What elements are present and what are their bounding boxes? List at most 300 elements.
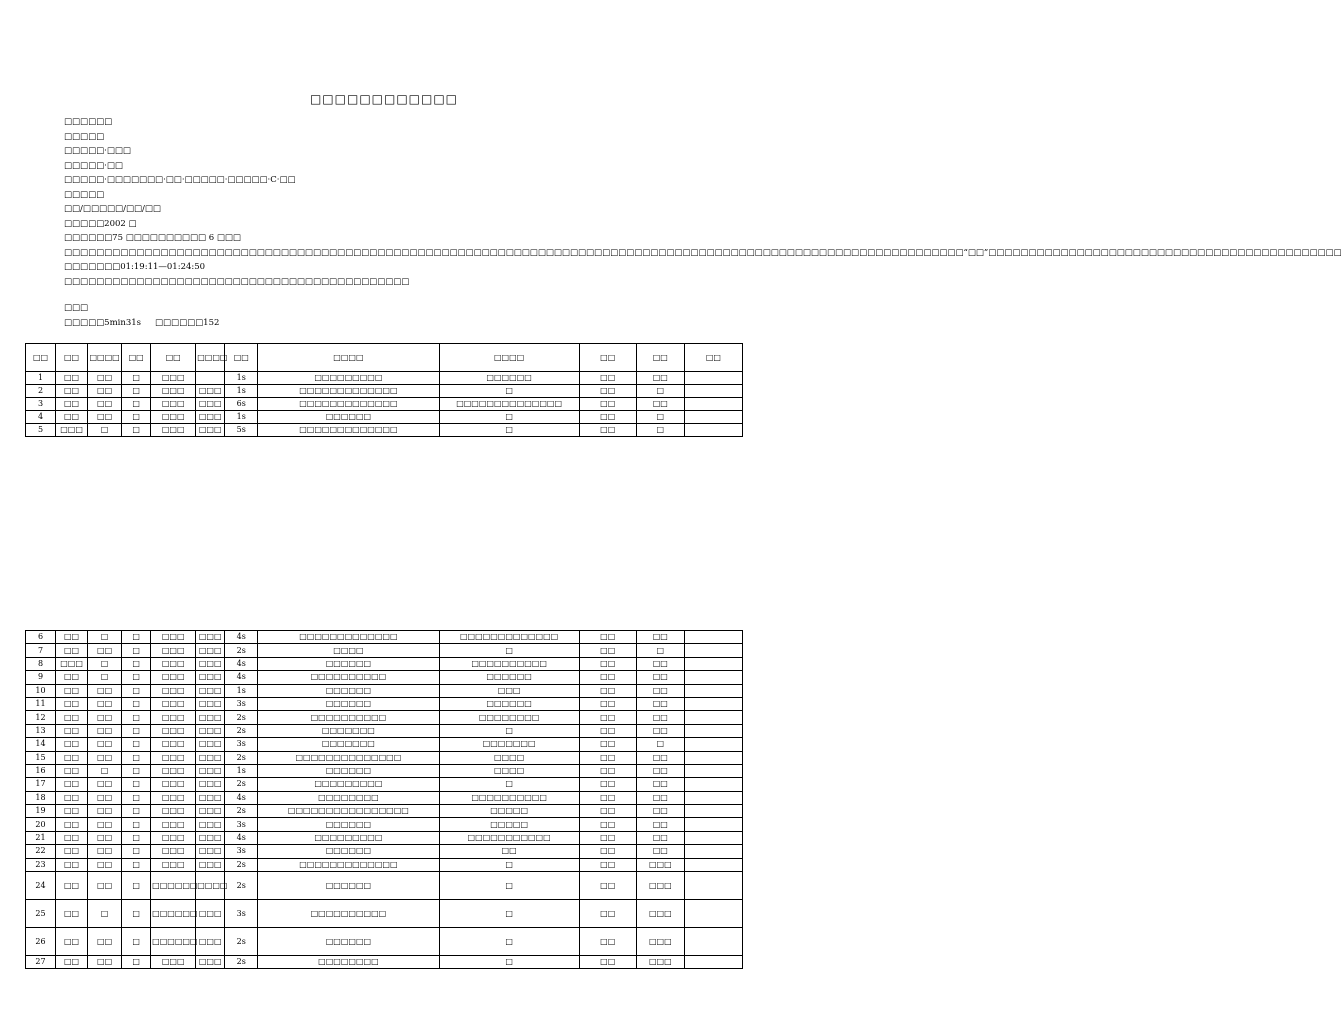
- table-cell: □□□: [56, 657, 88, 670]
- table-cell: □□□: [196, 805, 225, 818]
- table-cell: □□□: [196, 697, 225, 710]
- table-cell: □□□: [151, 845, 196, 858]
- table-cell: [684, 697, 742, 710]
- table-cell: 6s: [225, 398, 258, 411]
- table-cell: □: [122, 644, 151, 657]
- table-row: [26, 791, 743, 804]
- table-cell: [684, 858, 742, 871]
- table-cell: □: [122, 751, 151, 764]
- table-cell: □□: [56, 738, 88, 751]
- table-cell: □: [439, 928, 579, 956]
- table-cell: □□: [56, 751, 88, 764]
- table-cell: □□: [88, 684, 122, 697]
- table-cell: □: [88, 900, 122, 928]
- table-row: [26, 764, 743, 777]
- header-cell: □□: [26, 344, 56, 372]
- table-cell: 1s: [225, 385, 258, 398]
- table-cell: □□□□□□: [258, 411, 439, 424]
- header-cell: □□□□: [258, 344, 439, 372]
- table-row: [26, 372, 743, 385]
- table-cell: □: [122, 764, 151, 777]
- table-cell: □□□: [196, 858, 225, 871]
- table-cell: □□: [579, 751, 636, 764]
- table-cell: □□: [88, 872, 122, 900]
- table-cell: □□□□□□□□□□□□□: [258, 398, 439, 411]
- header-cell: □□: [225, 344, 258, 372]
- table-cell: □□□□□: [439, 818, 579, 831]
- table-cell: □□□: [196, 791, 225, 804]
- table-cell: □: [122, 697, 151, 710]
- document-title: □□□□□□□□□□□□: [309, 92, 459, 106]
- table-cell: 23: [26, 858, 56, 871]
- table-cell: □□□: [151, 764, 196, 777]
- table-cell: □: [122, 831, 151, 844]
- table-cell: 19: [26, 805, 56, 818]
- table-cell: □: [122, 791, 151, 804]
- table-cell: □: [88, 657, 122, 670]
- table-cell: □□□: [196, 778, 225, 791]
- table-row: [26, 411, 743, 424]
- table-cell: 2s: [225, 928, 258, 956]
- table-cell: 26: [26, 928, 56, 956]
- table-cell: □□□□□□: [258, 684, 439, 697]
- table-cell: □□□: [196, 751, 225, 764]
- table-cell: □□: [88, 385, 122, 398]
- table-cell: □□□□□□□□□: [258, 831, 439, 844]
- table-body: [26, 631, 743, 969]
- table-cell: [684, 956, 742, 969]
- table-cell: □□: [88, 751, 122, 764]
- table-cell: □□: [579, 711, 636, 724]
- table-cell: □: [122, 956, 151, 969]
- table-row: [26, 671, 743, 684]
- table-cell: □□□: [151, 956, 196, 969]
- table-cell: □□□: [196, 738, 225, 751]
- table-cell: □□□: [636, 872, 684, 900]
- table-row: [26, 831, 743, 844]
- table-cell: □□: [56, 684, 88, 697]
- table-cell: □□□: [196, 385, 225, 398]
- table-row: [26, 872, 743, 900]
- table-cell: [684, 791, 742, 804]
- table-cell: 3: [26, 398, 56, 411]
- table-cell: 2s: [225, 724, 258, 737]
- table-cell: □□□: [151, 385, 196, 398]
- table-cell: □□□: [151, 684, 196, 697]
- total-duration: □□□□□5min31s: [64, 317, 141, 328]
- table-cell: □□: [636, 684, 684, 697]
- table-cell: □□: [56, 858, 88, 871]
- table-cell: □□: [88, 956, 122, 969]
- table-cell: □: [636, 644, 684, 657]
- table-cell: [684, 778, 742, 791]
- table-cell: □□: [56, 872, 88, 900]
- table-cell: □□: [88, 644, 122, 657]
- table-cell: 4s: [225, 831, 258, 844]
- table-cell: □□□□□□□□: [258, 956, 439, 969]
- table-cell: □□□□□□□□□□: [439, 791, 579, 804]
- table-cell: □□: [56, 791, 88, 804]
- table-cell: □□: [636, 805, 684, 818]
- table-cell: □□: [56, 631, 88, 644]
- table-cell: [684, 385, 742, 398]
- table-cell: [684, 684, 742, 697]
- table-cell: □: [636, 738, 684, 751]
- table-cell: □: [122, 424, 151, 437]
- table-cell: □: [439, 872, 579, 900]
- table-cell: □□: [88, 697, 122, 710]
- table-cell: □□□: [151, 372, 196, 385]
- table-cell: □□: [579, 764, 636, 777]
- table-cell: 1s: [225, 411, 258, 424]
- header-cell: □□: [122, 344, 151, 372]
- meta-line: □□□□□□□□□□□□□□□□□□□□□□□□□□□□□□□□□□□□□□□□□□□: [64, 276, 410, 287]
- table-cell: □□□□□□□□□□□□□: [258, 424, 439, 437]
- table-cell: [684, 671, 742, 684]
- table-cell: □□□: [151, 657, 196, 670]
- table-cell: □□: [439, 845, 579, 858]
- table-cell: □□: [88, 724, 122, 737]
- table-cell: 17: [26, 778, 56, 791]
- table-cell: [684, 644, 742, 657]
- table-cell: □□: [56, 724, 88, 737]
- table-cell: □□: [56, 385, 88, 398]
- table-cell: □□□□□□: [258, 872, 439, 900]
- table-cell: □: [122, 928, 151, 956]
- meta-spacer: [64, 289, 724, 301]
- meta-line: □□□□□·□□□□□□□·□□·□□□□□·□□□□□·C·□□: [64, 175, 296, 185]
- table-cell: □□□: [151, 805, 196, 818]
- meta-line: □□□□□·□□□: [64, 146, 131, 156]
- table-cell: □□: [88, 818, 122, 831]
- table-cell: □: [88, 424, 122, 437]
- table-row: [26, 778, 743, 791]
- table-cell: □: [122, 684, 151, 697]
- table-cell: □: [439, 858, 579, 871]
- meta-line: □□□□□2002 □: [64, 218, 137, 229]
- shot-table-page-2: [25, 630, 743, 969]
- table-cell: [684, 424, 742, 437]
- table-cell: 4s: [225, 671, 258, 684]
- table-cell: 4: [26, 411, 56, 424]
- table-cell: □□□□□□□□□□: [258, 671, 439, 684]
- table-cell: □: [122, 845, 151, 858]
- header-cell: □□: [151, 344, 196, 372]
- table-cell: □□: [636, 671, 684, 684]
- table-cell: 1s: [225, 684, 258, 697]
- table-cell: □□□□: [439, 751, 579, 764]
- table-cell: 3s: [225, 738, 258, 751]
- table-cell: 1s: [225, 764, 258, 777]
- table-cell: □□□□□□□□□□: [258, 900, 439, 928]
- table-cell: □: [122, 805, 151, 818]
- table-cell: □□: [636, 831, 684, 844]
- table-cell: □□□: [196, 818, 225, 831]
- table-row: [26, 900, 743, 928]
- table-cell: □: [122, 724, 151, 737]
- table-cell: □: [122, 671, 151, 684]
- table-cell: □□□: [196, 956, 225, 969]
- table-cell: 22: [26, 845, 56, 858]
- sub-heading: □□□: [64, 303, 89, 313]
- table-cell: □: [636, 411, 684, 424]
- table-cell: □□: [579, 724, 636, 737]
- table-cell: □□: [88, 928, 122, 956]
- table-cell: [684, 372, 742, 385]
- table-cell: □□: [579, 900, 636, 928]
- table-cell: 10: [26, 684, 56, 697]
- table-cell: □: [88, 631, 122, 644]
- table-cell: □□□: [151, 631, 196, 644]
- table-cell: □□□□□□: [439, 697, 579, 710]
- table-row: [26, 928, 743, 956]
- table-cell: [684, 724, 742, 737]
- table-cell: □□□: [151, 751, 196, 764]
- table-cell: □□: [636, 657, 684, 670]
- table-cell: [684, 411, 742, 424]
- table-cell: □□□: [56, 424, 88, 437]
- table-cell: □□□: [196, 845, 225, 858]
- table-cell: □□: [636, 751, 684, 764]
- table-cell: □□□: [636, 928, 684, 956]
- shot-table-page-1: [25, 343, 743, 437]
- table-cell: □□□: [196, 398, 225, 411]
- table-row: [26, 424, 743, 437]
- table-cell: □□□□□□□□□: [258, 778, 439, 791]
- header-cell: □□□□: [88, 344, 122, 372]
- table-cell: □□: [579, 858, 636, 871]
- table-cell: □□□: [151, 818, 196, 831]
- table-cell: □□□: [196, 900, 225, 928]
- table-cell: □□: [636, 372, 684, 385]
- table-row: [26, 805, 743, 818]
- table-cell: □□: [579, 684, 636, 697]
- table-cell: 2s: [225, 956, 258, 969]
- table-cell: □□□□□□□: [258, 738, 439, 751]
- table-cell: □□□□□□□□□□□□□□□□: [258, 805, 439, 818]
- meta-line: □□□□□: [64, 131, 105, 142]
- table-cell: □: [636, 424, 684, 437]
- table-cell: 3s: [225, 900, 258, 928]
- table-cell: □: [439, 644, 579, 657]
- table-cell: □□: [88, 398, 122, 411]
- table-cell: □□□□□□□□□□□: [439, 831, 579, 844]
- table-cell: □□□: [196, 411, 225, 424]
- table-cell: □□□□□□□: [439, 738, 579, 751]
- table-cell: □□□□□□: [439, 671, 579, 684]
- table-cell: □□□: [196, 684, 225, 697]
- table-row: [26, 385, 743, 398]
- table-cell: □□□: [151, 778, 196, 791]
- table-cell: □□: [56, 644, 88, 657]
- table-cell: □□□: [196, 657, 225, 670]
- table-cell: □□□: [151, 858, 196, 871]
- table-cell: 14: [26, 738, 56, 751]
- table-header-row: [26, 344, 743, 372]
- table-cell: □□: [636, 764, 684, 777]
- table-cell: □□□□□□□□□□□□□: [258, 385, 439, 398]
- table-row: [26, 631, 743, 644]
- table-cell: □□□□□□: [258, 764, 439, 777]
- table-cell: □□: [636, 697, 684, 710]
- table-cell: □□□□: [439, 764, 579, 777]
- table-cell: □□: [636, 631, 684, 644]
- table-cell: □□: [56, 778, 88, 791]
- table-cell: □□□: [151, 724, 196, 737]
- total-shots: □□□□□□152: [155, 317, 220, 328]
- table-cell: 5s: [225, 424, 258, 437]
- table-cell: 25: [26, 900, 56, 928]
- table-cell: [684, 900, 742, 928]
- table-cell: □□: [636, 778, 684, 791]
- table-cell: □□□: [151, 424, 196, 437]
- table-cell: □□□: [636, 900, 684, 928]
- table-cell: □□□: [151, 671, 196, 684]
- table-cell: □□□□□□□□□: [258, 372, 439, 385]
- table-cell: □: [88, 671, 122, 684]
- table-cell: □□: [88, 858, 122, 871]
- table-cell: □□: [88, 791, 122, 804]
- table-cell: □□: [579, 372, 636, 385]
- table-cell: □□□□□□□□□□□□□: [439, 631, 579, 644]
- table-cell: □□□□□□□□: [439, 711, 579, 724]
- table-cell: 2s: [225, 858, 258, 871]
- table-cell: □□: [56, 928, 88, 956]
- table-cell: □□□□: [196, 872, 225, 900]
- table-cell: □□: [56, 956, 88, 969]
- table-cell: □□□: [196, 671, 225, 684]
- table-cell: □□: [579, 778, 636, 791]
- header-cell: □□□□: [196, 344, 225, 372]
- table-cell: 15: [26, 751, 56, 764]
- table-cell: □□: [579, 818, 636, 831]
- table-cell: □: [122, 631, 151, 644]
- meta-line: □□□□□□75 □□□□□□□□□□ 6 □□□: [64, 233, 241, 243]
- table-cell: 5: [26, 424, 56, 437]
- table-cell: □□: [56, 818, 88, 831]
- table-cell: 4s: [225, 657, 258, 670]
- table-cell: □□□: [151, 831, 196, 844]
- table-cell: 27: [26, 956, 56, 969]
- table-cell: [684, 751, 742, 764]
- table-row: [26, 697, 743, 710]
- table-cell: □□□□□□□□: [258, 791, 439, 804]
- table-cell: □□: [579, 831, 636, 844]
- table-cell: □: [122, 738, 151, 751]
- table-cell: □□□□□□: [258, 928, 439, 956]
- table-row: [26, 818, 743, 831]
- table-cell: □: [122, 411, 151, 424]
- table-cell: □: [88, 764, 122, 777]
- table-cell: □: [439, 900, 579, 928]
- table-cell: □□□: [439, 684, 579, 697]
- table-cell: □□: [579, 657, 636, 670]
- table-cell: □□□: [196, 831, 225, 844]
- table-cell: □□□: [196, 928, 225, 956]
- table-cell: □□: [636, 724, 684, 737]
- table-cell: □: [122, 385, 151, 398]
- table-cell: □□□□□□: [258, 845, 439, 858]
- table-cell: □□□: [196, 724, 225, 737]
- table-cell: □□□□□□: [151, 872, 196, 900]
- table-cell: □□: [56, 805, 88, 818]
- table-cell: 2: [26, 385, 56, 398]
- table-cell: □□□□□□□□□□: [439, 657, 579, 670]
- table-cell: □□: [88, 805, 122, 818]
- table-cell: □: [122, 398, 151, 411]
- table-cell: □□□: [151, 791, 196, 804]
- table-cell: □□: [56, 671, 88, 684]
- table-row: [26, 956, 743, 969]
- table-cell: [684, 657, 742, 670]
- table-cell: □: [636, 385, 684, 398]
- table-cell: □□□: [151, 697, 196, 710]
- table-cell: □□□: [636, 858, 684, 871]
- meta-line: □□□□□·□□: [64, 160, 123, 171]
- table-cell: □□: [579, 872, 636, 900]
- table-cell: □□□: [636, 956, 684, 969]
- table-cell: □: [122, 872, 151, 900]
- table-cell: □□□: [151, 711, 196, 724]
- table-cell: 20: [26, 818, 56, 831]
- table-row: [26, 711, 743, 724]
- table-cell: □□: [56, 398, 88, 411]
- table-cell: □□: [579, 398, 636, 411]
- table-cell: □□□: [151, 738, 196, 751]
- table-cell: 8: [26, 657, 56, 670]
- table-cell: 4s: [225, 631, 258, 644]
- table-cell: □□: [579, 631, 636, 644]
- table-cell: □□□□□□: [151, 900, 196, 928]
- table-cell: □: [439, 385, 579, 398]
- table-cell: □□: [636, 791, 684, 804]
- table-cell: 16: [26, 764, 56, 777]
- table-cell: □: [122, 818, 151, 831]
- table-cell: 2s: [225, 644, 258, 657]
- meta-line: □□□□□: [64, 189, 105, 200]
- table-cell: □□: [579, 845, 636, 858]
- table-cell: □□□: [196, 764, 225, 777]
- table-cell: □□: [88, 845, 122, 858]
- table-cell: 1s: [225, 372, 258, 385]
- table-row: [26, 751, 743, 764]
- table-cell: □: [439, 724, 579, 737]
- table-cell: [684, 398, 742, 411]
- table-cell: 2s: [225, 778, 258, 791]
- table-cell: [684, 738, 742, 751]
- table-row: [26, 724, 743, 737]
- meta-line: □□□□□□□01:19:11—01:24:50: [64, 262, 206, 272]
- table-cell: □□: [56, 845, 88, 858]
- table-cell: [684, 928, 742, 956]
- table-row: [26, 644, 743, 657]
- table-cell: [684, 818, 742, 831]
- header-cell: □□□□: [439, 344, 579, 372]
- header-cell: □□: [636, 344, 684, 372]
- table-cell: □□: [579, 928, 636, 956]
- table-cell: □□: [579, 738, 636, 751]
- table-cell: □□□: [196, 631, 225, 644]
- header-cell: □□: [56, 344, 88, 372]
- table-cell: □□: [579, 644, 636, 657]
- table-cell: □□□□□□: [258, 657, 439, 670]
- table-cell: 12: [26, 711, 56, 724]
- table-cell: □: [122, 900, 151, 928]
- table-cell: □□: [636, 711, 684, 724]
- header-cell: □□: [684, 344, 742, 372]
- table-cell: □□□: [196, 644, 225, 657]
- table-cell: □□: [56, 411, 88, 424]
